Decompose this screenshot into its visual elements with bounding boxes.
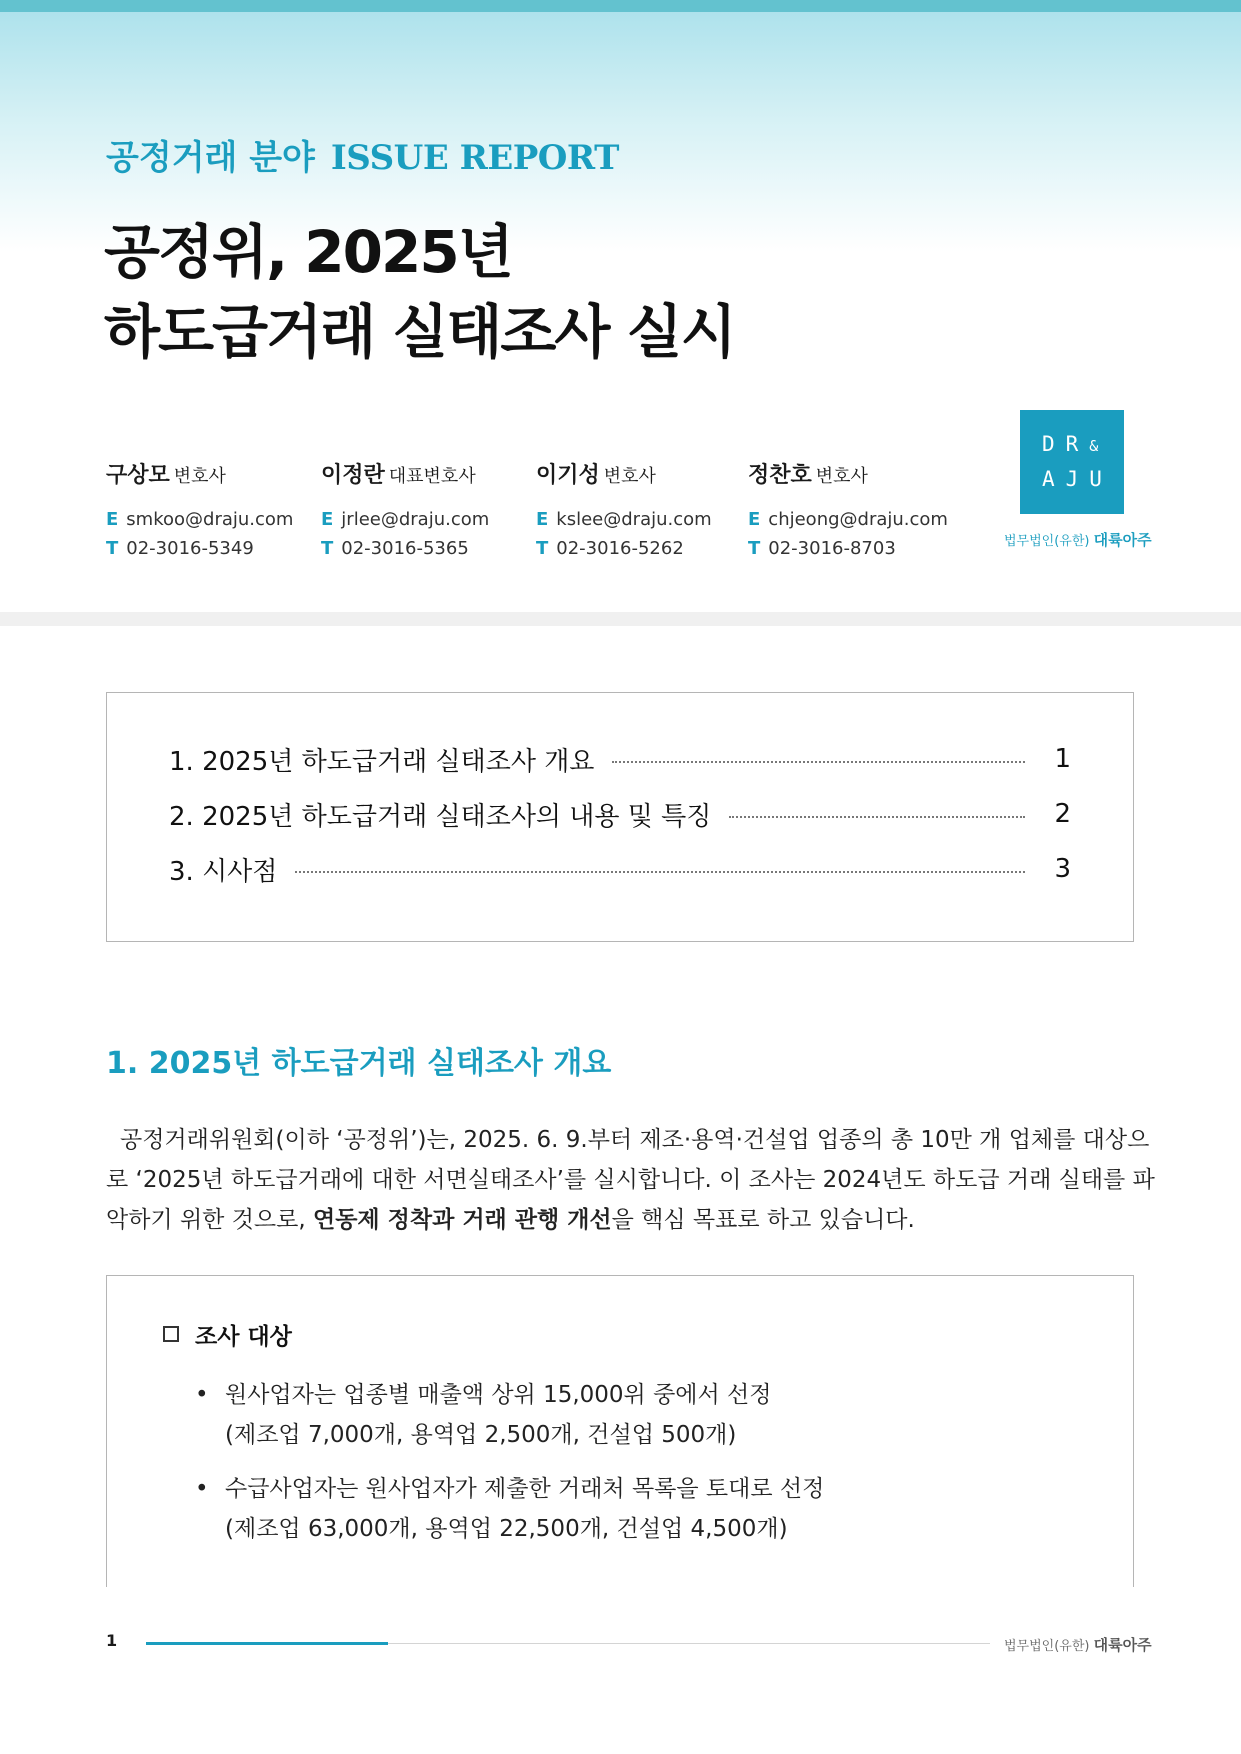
author-role: 변호사	[173, 466, 226, 487]
tel-label: T	[321, 538, 334, 559]
emphasis-text: 연동제 정착과 거래 관행 개선	[313, 1207, 612, 1233]
toc-item-3[interactable]	[169, 849, 1071, 889]
firm-logo	[1020, 410, 1124, 514]
report-kicker	[106, 130, 619, 179]
email-label: E	[536, 509, 549, 530]
list-item	[195, 1375, 1095, 1455]
square-bullet-icon	[163, 1326, 179, 1342]
title-line-2: 하도급거래 실태조사 실시	[104, 298, 735, 366]
author-email[interactable]: jrlee@draju.com	[341, 509, 490, 530]
toc-leader-dots	[295, 871, 1025, 873]
author-role: 변호사	[603, 466, 656, 487]
bullet-dot-icon: •	[195, 1476, 209, 1502]
toc-item-1[interactable]	[169, 739, 1071, 779]
paragraph-line: 악하기 위한 것으로, 연동제 정착과 거래 관행 개선을 핵심 목표로 하고 있습니다.	[106, 1207, 915, 1233]
toc-page-number: 2	[1054, 799, 1071, 829]
survey-target-box	[106, 1275, 1134, 1587]
bullet-line: 수급사업자는 원사업자가 제출한 거래처 목록을 토대로 선정	[225, 1476, 825, 1502]
toc-item-2[interactable]	[169, 794, 1071, 834]
toc-label: 3. 시사점	[169, 856, 278, 887]
survey-target-heading: 조사 대상	[163, 1318, 292, 1351]
author-tel: 02-3016-5365	[341, 538, 469, 559]
tel-label: T	[106, 538, 119, 559]
author-email[interactable]: smkoo@draju.com	[126, 509, 294, 530]
author-block	[106, 458, 316, 563]
footer-progress-line	[146, 1642, 388, 1645]
logo-row-1: DR	[1042, 432, 1090, 456]
footer-page-number: 1	[106, 1631, 118, 1650]
list-item	[195, 1469, 1095, 1549]
author-tel: 02-3016-5349	[126, 538, 254, 559]
logo-ampersand: &	[1089, 437, 1110, 455]
footer-firm-name: 법무법인(유한) 대륙아주	[1004, 1636, 1152, 1654]
author-name: 정찬호	[748, 463, 812, 488]
author-email[interactable]: kslee@draju.com	[556, 509, 712, 530]
firm-name: 대륙아주	[1093, 531, 1152, 549]
header-divider-strip	[0, 612, 1241, 626]
kicker-category: 공정거래 분야	[106, 138, 315, 178]
author-email[interactable]: chjeong@draju.com	[768, 509, 948, 530]
tel-label: T	[748, 538, 761, 559]
toc-label: 1. 2025년 하도급거래 실태조사 개요	[169, 746, 595, 777]
toc-leader-dots	[612, 761, 1025, 763]
title-line-1: 공정위, 2025년	[104, 218, 512, 286]
page-title	[104, 212, 735, 372]
author-name: 구상모	[106, 463, 170, 488]
bullet-line: (제조업 63,000개, 용역업 22,500개, 건설업 4,500개)	[225, 1516, 788, 1542]
author-block	[536, 458, 746, 563]
author-name: 이기성	[536, 463, 600, 488]
toc-leader-dots	[729, 816, 1025, 818]
bullet-dot-icon: •	[195, 1382, 209, 1408]
toc-page-number: 1	[1054, 744, 1071, 774]
toc-page-number: 3	[1054, 854, 1071, 884]
kicker-issue-report: ISSUE REPORT	[330, 138, 619, 178]
section-1-heading: 1. 2025년 하도급거래 실태조사 개요	[106, 1046, 612, 1081]
footer-rule	[388, 1643, 990, 1644]
table-of-contents	[106, 692, 1134, 942]
email-label: E	[321, 509, 334, 530]
author-tel: 02-3016-5262	[556, 538, 684, 559]
logo-row-2: AJU	[1042, 467, 1113, 491]
author-role: 대표변호사	[388, 466, 476, 487]
tel-label: T	[536, 538, 549, 559]
bullet-line: (제조업 7,000개, 용역업 2,500개, 건설업 500개)	[225, 1422, 737, 1448]
firm-name-caption	[1004, 529, 1152, 550]
firm-prefix: 법무법인(유한)	[1004, 534, 1090, 549]
paragraph-line: 로 ‘2025년 하도급거래에 대한 서면실태조사’를 실시합니다. 이 조사는 2024년도 하도급 거래 실태를 파	[106, 1167, 1155, 1193]
email-label: E	[106, 509, 119, 530]
bullet-line: 원사업자는 업종별 매출액 상위 15,000위 중에서 선정	[225, 1382, 772, 1408]
author-name: 이정란	[321, 463, 385, 488]
top-accent-bar	[0, 0, 1241, 12]
author-tel: 02-3016-8703	[768, 538, 896, 559]
author-block	[748, 458, 958, 563]
paragraph-line: 공정거래위원회(이하 ‘공정위’)는, 2025. 6. 9.부터 제조·용역·건설업 업종의 총 10만 개 업체를 대상으	[120, 1127, 1150, 1153]
author-block	[321, 458, 531, 563]
author-role: 변호사	[815, 466, 868, 487]
section-1-paragraph	[106, 1120, 1155, 1240]
toc-label: 2. 2025년 하도급거래 실태조사의 내용 및 특징	[169, 801, 712, 832]
email-label: E	[748, 509, 761, 530]
